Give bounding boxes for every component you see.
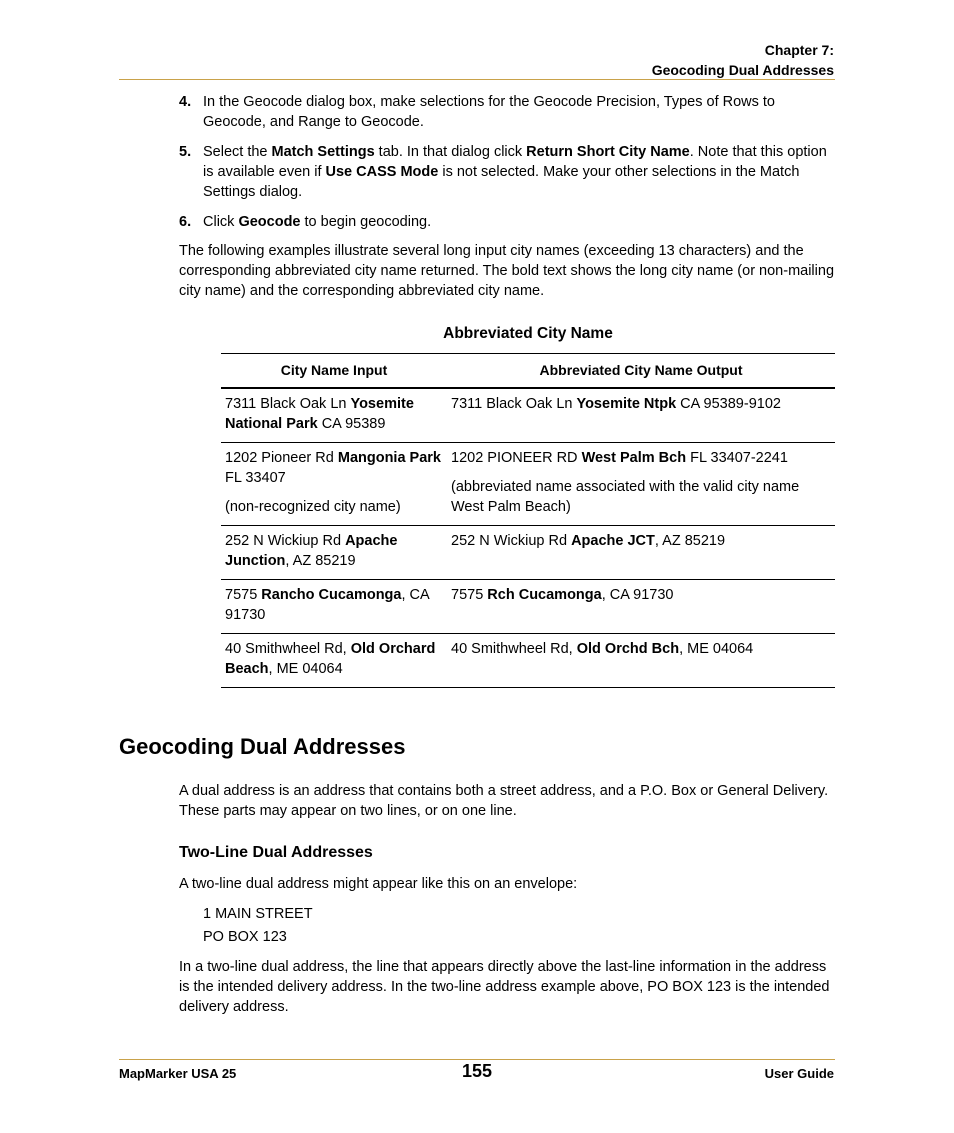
bold-text: Old Orchard Beach (225, 640, 436, 677)
text-run: 252 N Wickiup Rd (451, 532, 572, 549)
text-run: is not selected. Make your other selections in the Match Settings dialog. (203, 164, 800, 200)
text-run: 7311 Black Oak Ln (225, 395, 351, 412)
text-run: 40 Smithwheel Rd, (451, 640, 577, 657)
text-run: to begin geocoding. (300, 214, 432, 230)
table-row (221, 388, 835, 443)
text-run: , CA 91730 (225, 586, 429, 623)
text-run: FL 33407-2241 (686, 449, 788, 466)
table-body (221, 388, 835, 688)
text-run: 1202 Pioneer Rd (225, 449, 338, 466)
table-row (221, 579, 835, 633)
footer-doc-type: User Guide (764, 1066, 834, 1081)
text-run: tab. In that dialog click (374, 144, 527, 160)
bold-text: Rancho Cucamonga (261, 586, 402, 603)
cell-paragraph (225, 639, 443, 679)
text-run: FL 33407 (225, 469, 286, 486)
text-run: (abbreviated name associated with the valid city name West Palm Beach) (451, 478, 800, 515)
section-label: Geocoding Dual Addresses (651, 62, 834, 78)
cell-abbrev-output (447, 633, 835, 687)
bold-text: Yosemite Ntpk (576, 395, 677, 412)
cell-paragraph (451, 448, 831, 468)
running-header (652, 40, 834, 80)
text-run: , AZ 85219 (654, 532, 726, 549)
table-header-row (221, 354, 835, 388)
cell-city-input (221, 388, 447, 443)
step-text (203, 142, 835, 202)
text-run: 1202 PIONEER RD (451, 449, 582, 466)
cell-paragraph (225, 585, 443, 625)
step-text (203, 92, 835, 132)
step-text (203, 212, 835, 232)
cell-paragraph (225, 448, 443, 488)
text-run: CA 95389-9102 (676, 395, 781, 412)
header-rule (119, 79, 835, 80)
footer-product: MapMarker USA 25 (119, 1066, 237, 1081)
cell-paragraph (451, 477, 831, 517)
text-run: , AZ 85219 (285, 552, 356, 569)
cell-abbrev-output (447, 579, 835, 633)
text-run: 7575 (451, 586, 488, 603)
bold-text: Use CASS Mode (325, 164, 439, 180)
page-number: 155 (461, 1061, 493, 1081)
address-line-1: 1 MAIN STREET (203, 906, 313, 922)
cell-city-input (221, 579, 447, 633)
subsection-title: Two-Line Dual Addresses (179, 844, 373, 861)
address-line-2: PO BOX 123 (203, 929, 287, 945)
text-run: Select the (203, 144, 272, 160)
cell-paragraph (225, 497, 443, 517)
bold-text: Old Orchd Bch (576, 640, 680, 657)
text-run: (non-recognized city name) (225, 498, 401, 515)
step-number: 4. (179, 94, 192, 110)
cell-abbrev-output (447, 388, 835, 443)
bold-text: West Palm Bch (581, 449, 687, 466)
cell-city-input (221, 525, 447, 579)
section-paragraph: A dual address is an address that contains both a street address, and a P.O. Box or General Delivery. These parts may appear on two lines, or on one line. (179, 783, 829, 819)
text-run: 252 N Wickiup Rd (225, 532, 346, 549)
intro-paragraph: The following examples illustrate several long input city names (exceeding 13 characters) and the corresponding abbreviated city name returned. The bold text shows the long city name (or non-mailing city name) and the corresponding abbreviated city name. (179, 243, 835, 299)
table-row (221, 525, 835, 579)
step-4 (179, 92, 835, 132)
step-number: 6. (179, 214, 192, 230)
text-run: Click (203, 214, 239, 230)
cell-paragraph (451, 585, 831, 605)
bold-text: Apache JCT (571, 532, 655, 549)
text-run: , ME 04064 (679, 640, 754, 657)
column-header-output: Abbreviated City Name Output (447, 354, 835, 388)
step-5 (179, 142, 835, 202)
bold-text: Yosemite National Park (225, 395, 414, 432)
step-number: 5. (179, 144, 192, 160)
text-run: , ME 04064 (268, 660, 343, 677)
footer-rule (119, 1059, 835, 1060)
text-run: 40 Smithwheel Rd, (225, 640, 351, 657)
cell-city-input (221, 442, 447, 525)
text-run: CA 95389 (317, 415, 386, 432)
column-header-input: City Name Input (221, 354, 447, 388)
bold-text: Geocode (238, 214, 301, 230)
bold-text: Apache Junction (225, 532, 398, 569)
cell-paragraph (451, 531, 831, 551)
cell-paragraph (451, 394, 831, 414)
section-title: Geocoding Dual Addresses (119, 734, 406, 759)
bold-text: Match Settings (271, 144, 375, 160)
cell-paragraph (451, 639, 831, 659)
table-caption: Abbreviated City Name (443, 325, 613, 342)
chapter-label: Chapter 7: (764, 42, 834, 58)
abbreviated-city-table (221, 353, 835, 688)
closing-paragraph: In a two-line dual address, the line that appears directly above the last-line information in the address is the intended delivery address. In the two-line address example above, PO BOX 123 is the intended delivery address. (179, 959, 830, 1015)
text-run: 7575 (225, 586, 262, 603)
text-run: . Note that this option is available even if (203, 144, 827, 180)
cell-abbrev-output (447, 442, 835, 525)
text-run: In the Geocode dialog box, make selections for the Geocode Precision, Types of Rows to Geocode, and Range to Geocode. (203, 94, 775, 130)
cell-abbrev-output (447, 525, 835, 579)
table-row (221, 442, 835, 525)
bold-text: Rch Cucamonga (487, 586, 602, 603)
step-6 (179, 212, 835, 232)
subsection-intro: A two-line dual address might appear like this on an envelope: (179, 876, 578, 892)
text-run: 7311 Black Oak Ln (451, 395, 577, 412)
bold-text: Return Short City Name (526, 144, 690, 160)
cell-city-input (221, 633, 447, 687)
bold-text: Mangonia Park (337, 449, 441, 466)
table-row (221, 633, 835, 687)
cell-paragraph (225, 394, 443, 434)
cell-paragraph (225, 531, 443, 571)
text-run: , CA 91730 (601, 586, 674, 603)
